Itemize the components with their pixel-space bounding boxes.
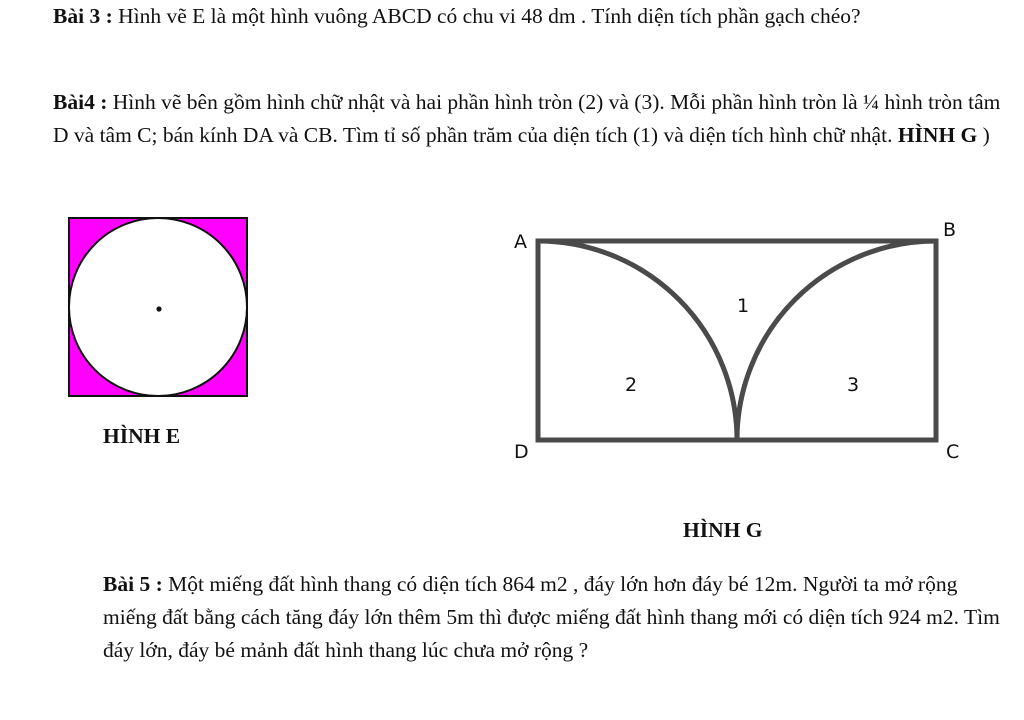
problem-3-text: Hình vẽ E là một hình vuông ABCD có chu vi 48 dm . Tính diện tích phần gạch chéo? [112, 4, 861, 28]
figure-e-title: HÌNH E [103, 424, 181, 448]
figure-e-diagram [68, 217, 250, 399]
figure-g-diagram [505, 220, 975, 465]
problem-4 [53, 86, 1013, 152]
problem-4-ref-suffix: ) [977, 123, 990, 147]
figure-g-region-1: 1 [737, 295, 750, 317]
figure-g-title: HÌNH G [683, 518, 763, 542]
figure-g-region-2: 2 [625, 374, 638, 396]
problem-3-heading: Bài 3 : [53, 4, 113, 28]
figure-g-label-b: B [943, 219, 957, 241]
problem-5-heading: Bài 5 : [103, 572, 163, 596]
figure-g-label-d: D [514, 441, 529, 463]
figure-g-arc-c [737, 241, 936, 440]
figure-g-region-3: 3 [847, 374, 860, 396]
problem-4-heading: Bài4 : [53, 90, 108, 114]
figure-g-label-a: A [514, 231, 527, 253]
problem-4-figure-ref: HÌNH G [897, 123, 978, 147]
problem-5-text: Một miếng đất hình thang có diện tích 864 m2 , đáy lớn hơn đáy bé 12m. Người ta mở rộng miếng đất bằng cách tăng đáy lớn thêm 5m thì được miếng đất hình thang mới có diện tích 924 m2. Tìm đáy lớn, đáy bé mảnh đất hình thang lúc chưa mở rộng ? [103, 572, 1000, 662]
figure-e-center-dot [156, 306, 161, 311]
problem-4-text: Hình vẽ bên gồm hình chữ nhật và hai phần hình tròn (2) và (3). Mỗi phần hình tròn là ¼ hình tròn tâm D và tâm C; bán kính DA và CB. Tìm tỉ số phần trăm của diện tích (1) và diện tích hình chữ nhật. [53, 90, 1001, 147]
problem-3 [53, 0, 1013, 33]
figure-g-arc-d [538, 241, 737, 440]
problem-5 [103, 568, 1003, 667]
figure-g-label-c: C [946, 441, 960, 463]
